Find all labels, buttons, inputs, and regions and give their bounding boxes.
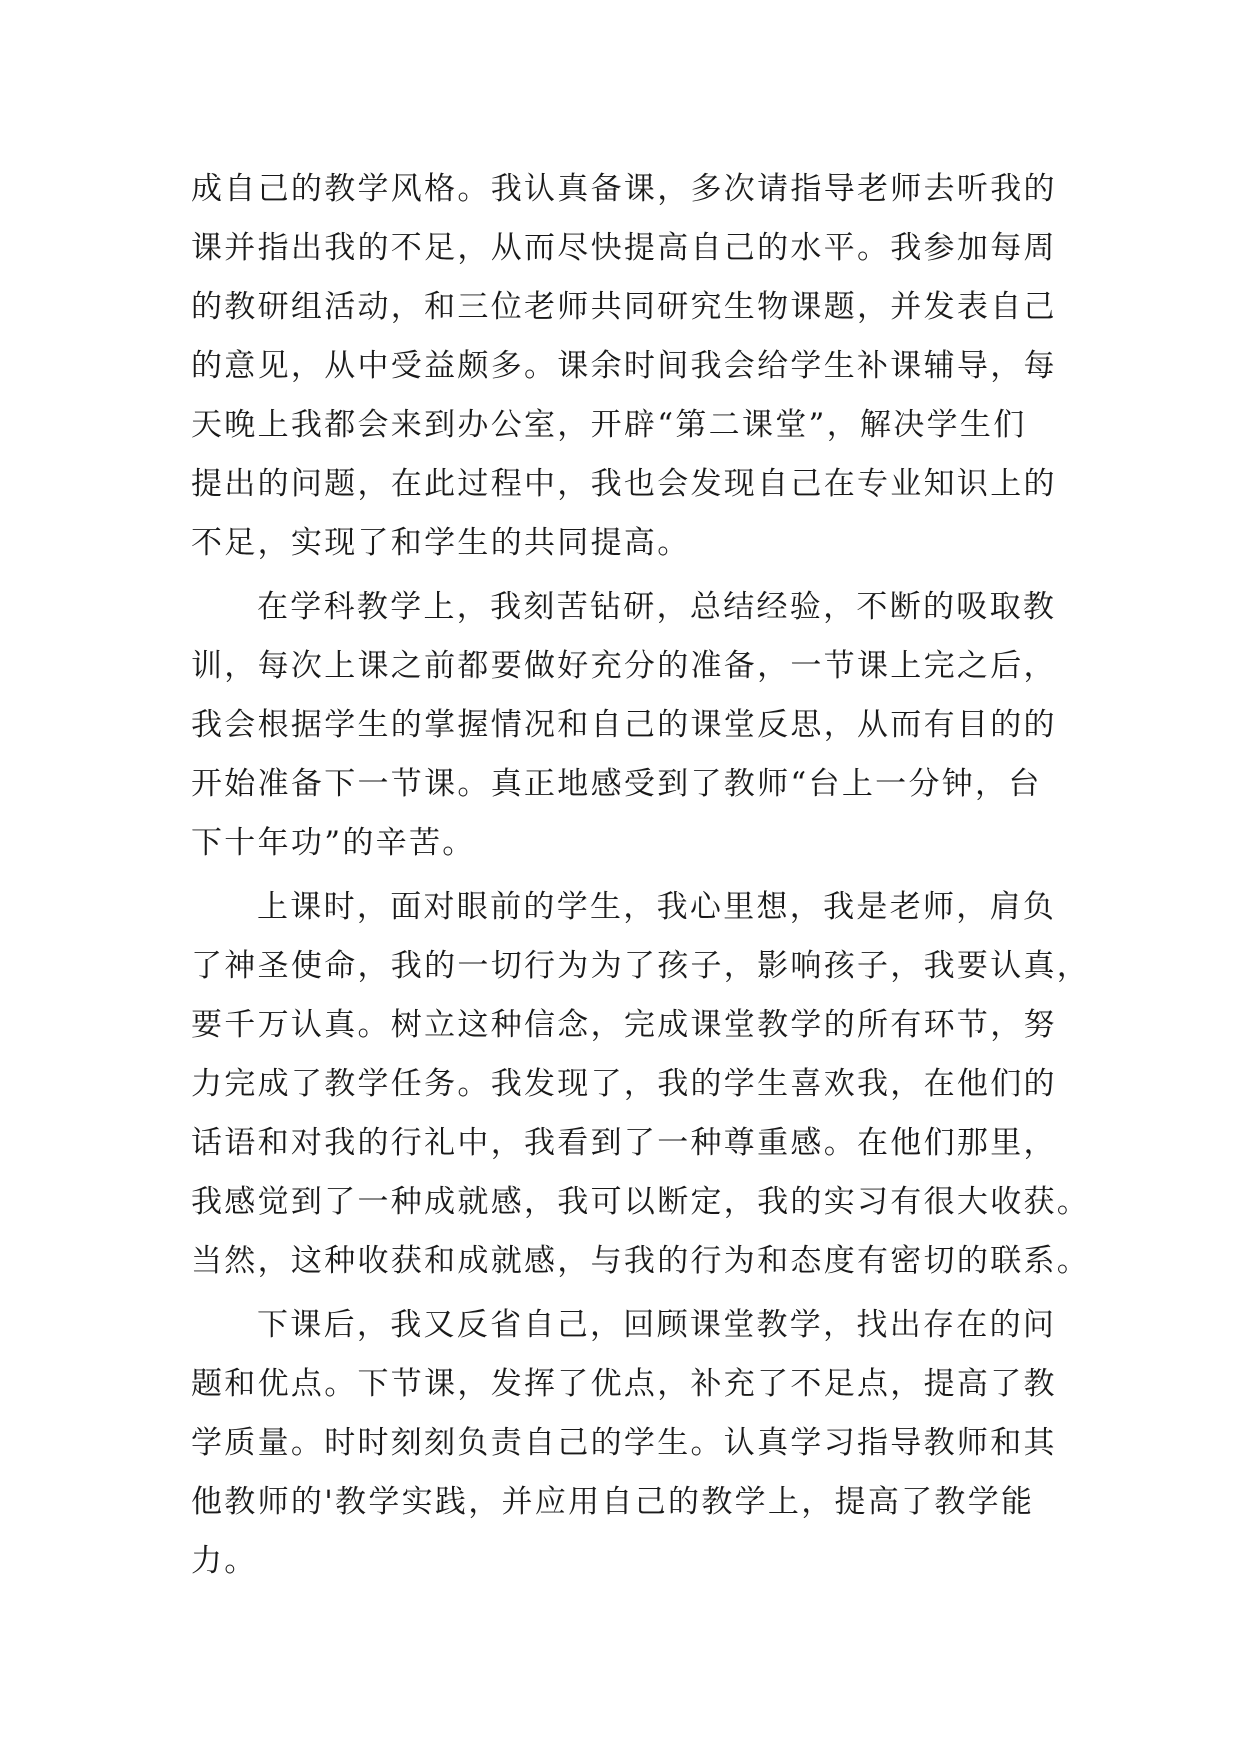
text-line: 他教师的'教学实践，并应用自己的教学上，提高了教学能 (191, 1484, 1035, 1520)
text-line: 的教研组活动，和三位老师共同研究生物课题，并发表自己 (191, 289, 1057, 325)
text-line: 我会根据学生的掌握情况和自己的课堂反思，从而有目的的 (191, 707, 1057, 743)
paragraph-2 (191, 578, 1071, 873)
paragraph-3 (191, 878, 1091, 1291)
text-line: 天晚上我都会来到办公室，开辟“第二课堂”，解决学生们 (191, 407, 1027, 443)
paragraph-1 (191, 160, 1071, 573)
text-line: 当然，这种收获和成就感，与我的行为和态度有密切的联系。 (191, 1243, 1091, 1279)
text-line: 训，每次上课之前都要做好充分的准备，一节课上完之后， (191, 648, 1057, 684)
text-line: 力。 (191, 1543, 258, 1579)
text-line: 的意见，从中受益颇多。课余时间我会给学生补课辅导，每 (191, 348, 1057, 384)
text-line: 上课时，面对眼前的学生，我心里想，我是老师，肩负 (257, 889, 1057, 925)
text-line: 题和优点。下节课，发挥了优点，补充了不足点，提高了教 (191, 1366, 1057, 1402)
text-line: 开始准备下一节课。真正地感受到了教师“台上一分钟，台 (191, 766, 1042, 802)
text-line: 力完成了教学任务。我发现了，我的学生喜欢我，在他们的 (191, 1066, 1057, 1102)
text-line: 话语和对我的行礼中，我看到了一种尊重感。在他们那里， (191, 1125, 1057, 1161)
text-line: 课并指出我的不足，从而尽快提高自己的水平。我参加每周 (191, 230, 1057, 266)
document-body (191, 160, 1091, 1591)
text-line: 要千万认真。树立这种信念，完成课堂教学的所有环节，努 (191, 1007, 1057, 1043)
text-line: 下十年功”的辛苦。 (191, 825, 476, 861)
text-line: 提出的问题，在此过程中，我也会发现自己在专业知识上的 (191, 466, 1057, 502)
text-line: 下课后，我又反省自己，回顾课堂教学，找出存在的问 (257, 1307, 1057, 1343)
text-line: 学质量。时时刻刻负责自己的学生。认真学习指导教师和其 (191, 1425, 1057, 1461)
text-line: 成自己的教学风格。我认真备课，多次请指导老师去听我的 (191, 171, 1057, 207)
text-line: 不足，实现了和学生的共同提高。 (191, 525, 691, 561)
text-line: 我感觉到了一种成就感，我可以断定，我的实习有很大收获。 (191, 1184, 1091, 1220)
paragraph-4 (191, 1296, 1071, 1591)
text-line: 了神圣使命，我的一切行为为了孩子，影响孩子，我要认真， (191, 948, 1091, 984)
text-line: 在学科教学上，我刻苦钻研，总结经验，不断的吸取教 (257, 589, 1057, 625)
